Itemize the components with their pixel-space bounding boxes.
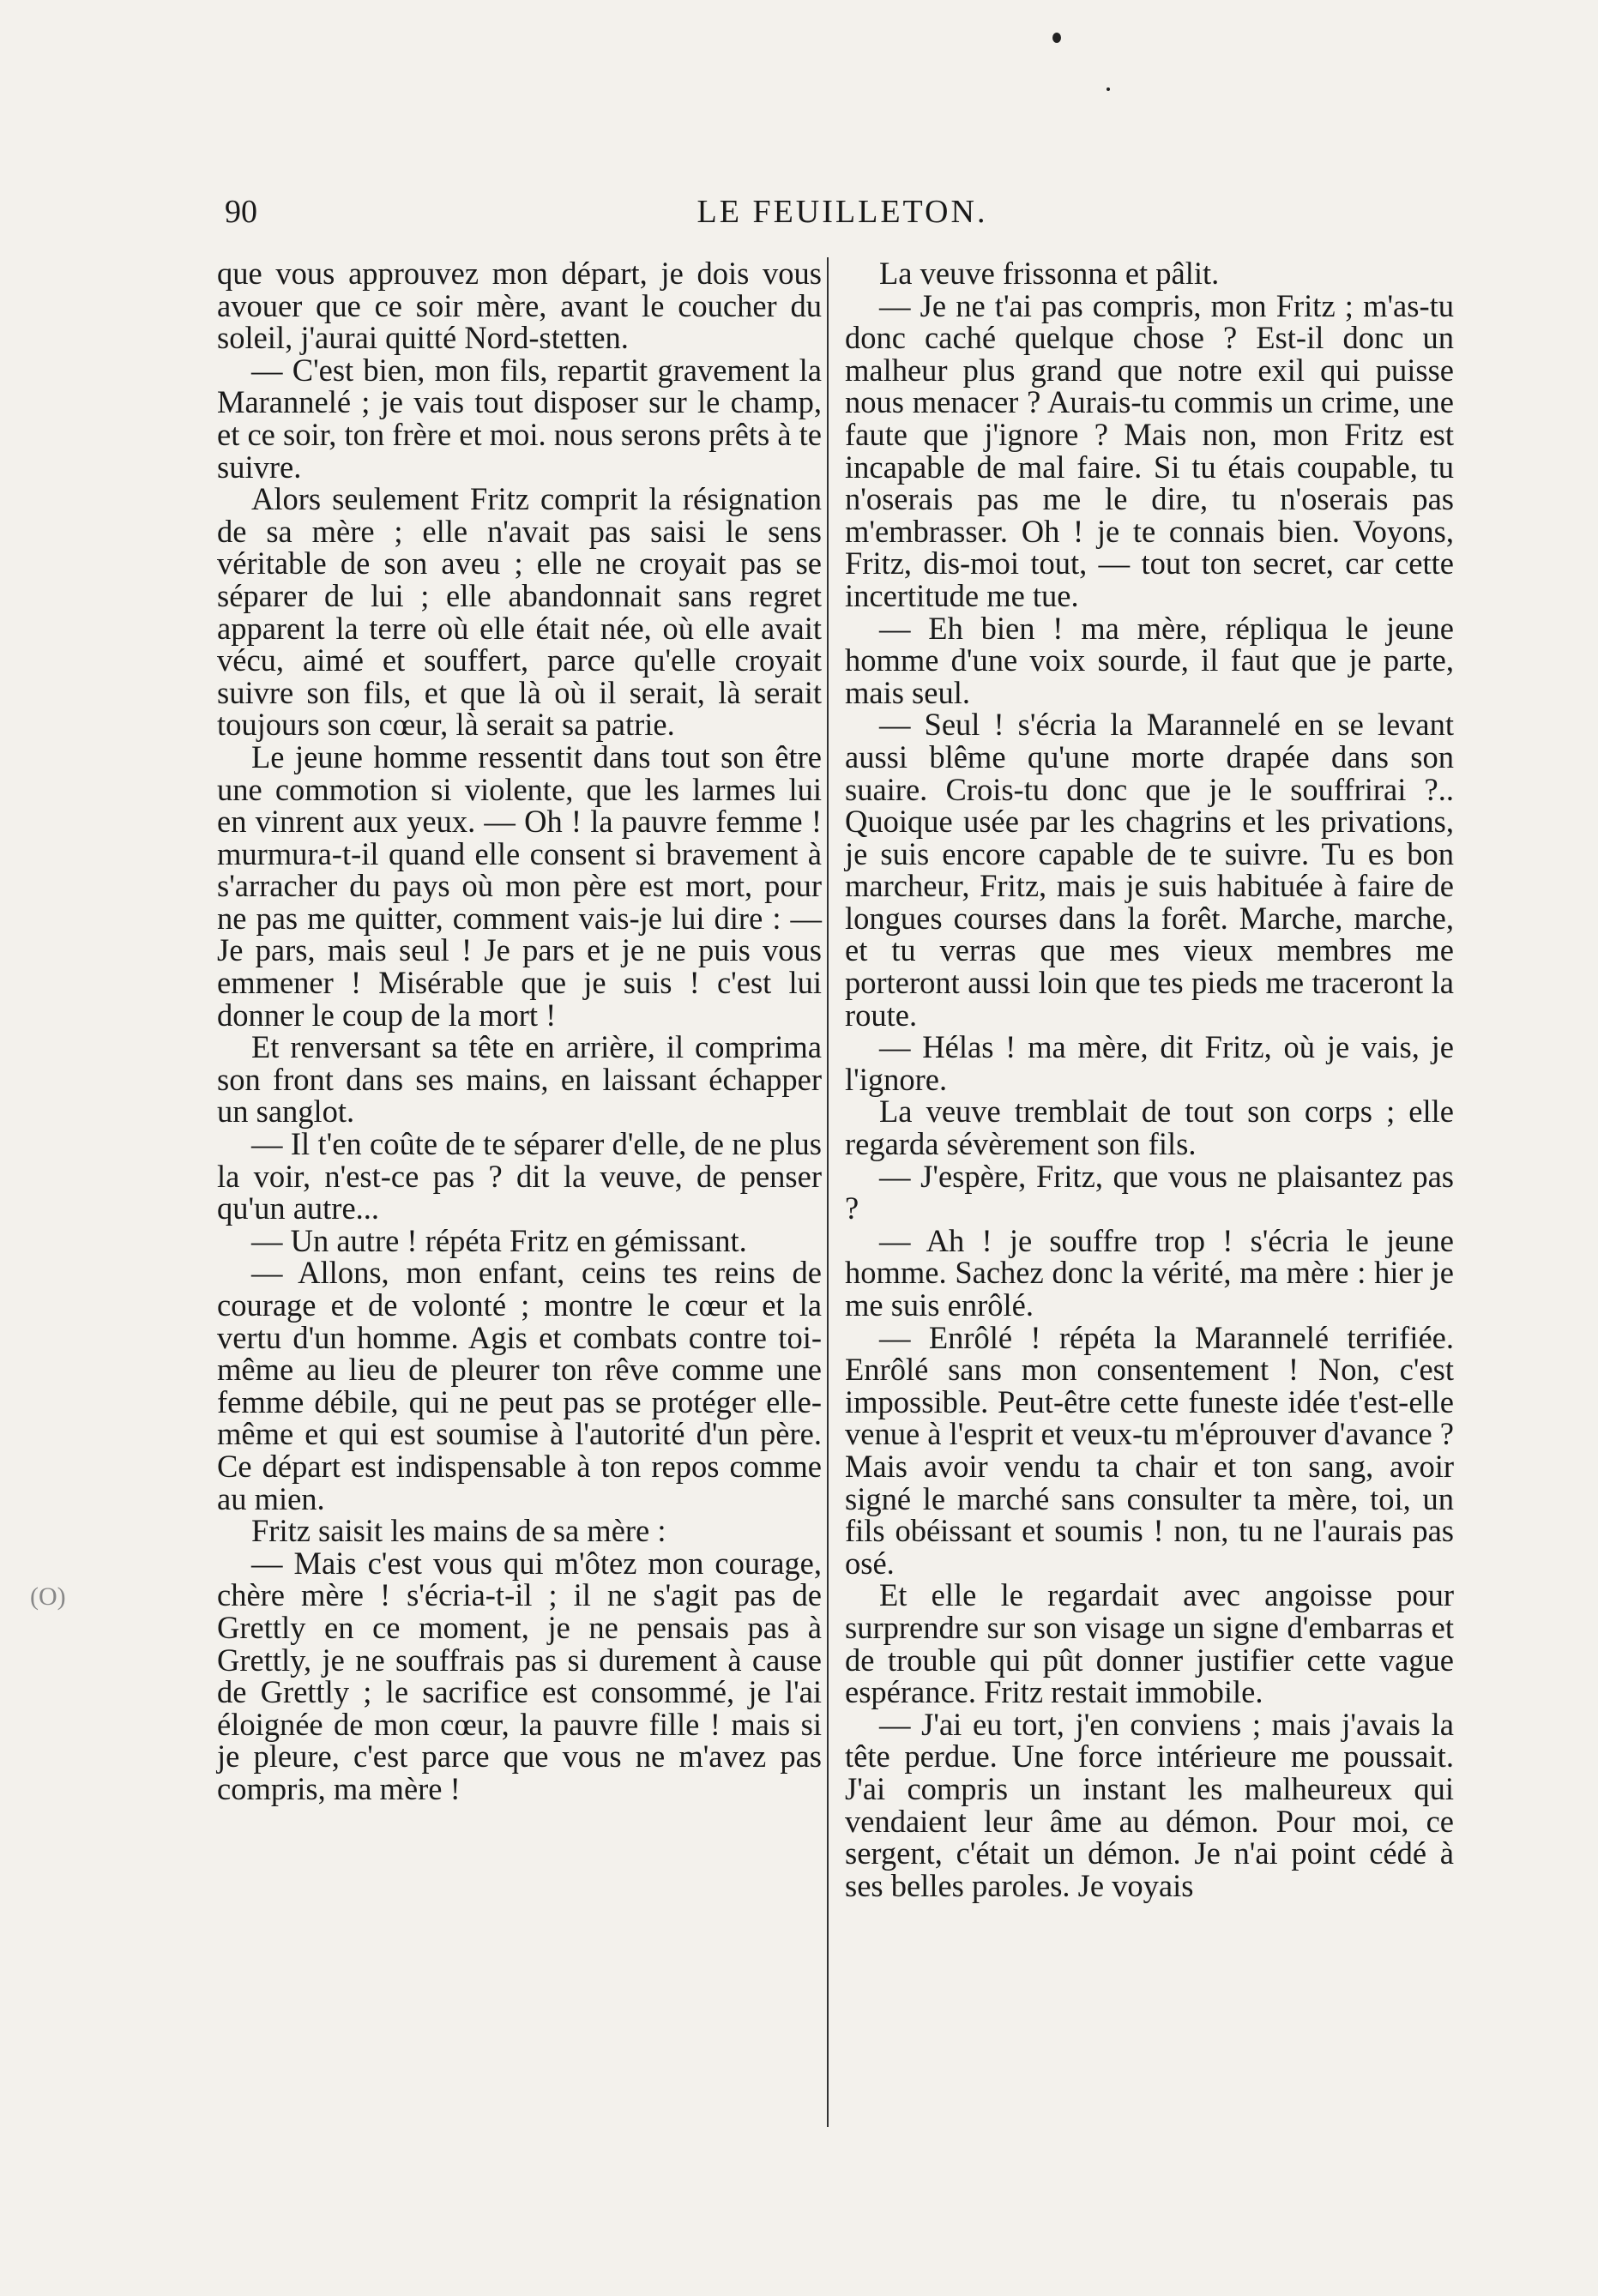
paragraph: — Mais c'est vous qui m'ôtez mon courage, chère mère ! s'écria-t-il ; il ne s'agit pas de Grettly en ce moment, je ne pensais pas à Grettly, je ne souffrais pas si durement à cause de Grettly ; le sacrifice est consommé, je l'ai éloignée de mon cœur, la pauvre fille ! mais si je pleure, c'est parce que vous ne m'avez pas compris, ma mère ! xyxy=(217,1545,822,1806)
paragraph: — Eh bien ! ma mère, répliqua le jeune homme d'une voix sourde, il faut que je parte, mais seul. xyxy=(845,610,1454,710)
paragraph: — Seul ! s'écria la Marannelé en se levant aussi blême qu'une morte drapée dans son suaire. Crois-tu donc que je le souffrirai ?.. Quoique usée par les chagrins et les privations, je suis encore capable de te suivre. Tu es bon marcheur, Fritz, mais je suis habituée à faire de longues courses dans la forêt. Marche, marche, et tu verras que mes vieux membres me porteront aussi loin que tes pieds me traceront la route. xyxy=(845,707,1454,1033)
right-column xyxy=(845,257,1454,1901)
paragraph: Le jeune homme ressentit dans tout son être une commotion si violente, que les larmes lui en vinrent aux yeux. — Oh ! la pauvre femme ! murmura-t-il quand elle consent si bravement à s'arracher du pays où mon père est mort, pour ne pas me quitter, comment vais-je lui dire : — Je pars, mais seul ! Je pars et je ne puis vous emmener ! Misérable que je suis ! c'est lui donner le coup de la mort ! xyxy=(217,738,822,1033)
ink-speck xyxy=(1107,87,1110,91)
paragraph: Fritz saisit les mains de sa mère : xyxy=(251,1513,666,1549)
paragraph: — J'espère, Fritz, que vous ne plaisantez pas ? xyxy=(845,1158,1454,1226)
ink-speck xyxy=(1052,33,1061,43)
paragraph: — Allons, mon enfant, ceins tes reins de courage et de volonté ; montre le cœur et la vertu d'un homme. Agis et combats contre toi-même au lieu de pleurer ton rêve comme une femme débile, qui ne peut pas se protéger elle-même et qui est soumise à l'autorité d'un père. Ce départ est indispensable à ton repos comme au mien. xyxy=(217,1255,822,1516)
margin-mark: (O) xyxy=(30,1582,66,1611)
page-header xyxy=(225,193,1460,244)
paragraph: — C'est bien, mon fils, repartit gravement la Marannelé ; je vais tout disposer sur le champ, et ce soir, ton frère et moi. nous serons prêts à te suivre. xyxy=(217,352,822,485)
page-number: 90 xyxy=(225,194,257,230)
paragraph: — Enrôlé ! répéta la Marannelé terrifiée. Enrôlé sans mon consentement ! Non, c'est impossible. Peut-être cette funeste idée t'est-elle venue à l'esprit et veux-tu m'éprouver d'avance ? Mais avoir vendu ta chair et ton sang, avoir signé le marché sans consulter ta mère, toi, un fils obéissant et soumis ! non, tu ne l'aurais pas osé. xyxy=(845,1319,1454,1581)
paragraph: — Hélas ! ma mère, dit Fritz, où je vais, je l'ignore. xyxy=(845,1029,1454,1097)
paragraph: que vous approuvez mon départ, je dois vous avouer que ce soir mère, avant le coucher du soleil, j'aurai quitté Nord-stetten. xyxy=(217,256,822,356)
left-column xyxy=(217,257,822,1805)
paragraph: — Je ne t'ai pas compris, mon Fritz ; m'as-tu donc caché quelque chose ? Est-il donc un malheur plus grand que notre exil qui puisse nous menacer ? Aurais-tu commis un crime, une faute que j'ignore ? Mais non, mon Fritz est incapable de mal faire. Si tu étais coupable, tu n'oserais pas me le dire, tu n'oserais pas m'embrasser. Oh ! je te connais bien. Voyons, Fritz, dis-moi tout, — tout ton secret, car cette incertitude me tue. xyxy=(845,287,1454,613)
paragraph: Et elle le regardait avec angoisse pour surprendre sur son visage un signe d'embarras et de trouble qui pût donner justifier cette vague espérance. Fritz restait immobile. xyxy=(845,1577,1454,1710)
paragraph: — Il t'en coûte de te séparer d'elle, de ne plus la voir, n'est-ce pas ? dit la veuve, de penser qu'un autre... xyxy=(217,1126,822,1226)
paragraph: — J'ai eu tort, j'en conviens ; mais j'avais la tête perdue. Une force intérieure me poussait. J'ai compris un instant les malheureux qui vendaient leur âme au démon. Pour moi, ce sergent, c'était un démon. Je n'ai point cédé à ses belles paroles. Je voyais xyxy=(845,1706,1454,1903)
paragraph: La veuve frissonna et pâlit. xyxy=(879,256,1220,291)
paragraph: Alors seulement Fritz comprit la résignation de sa mère ; elle n'avait pas saisi le sens véritable de son aveu ; elle ne croyait pas se séparer de lui ; elle abandonnait sans regret apparent la terre où elle était née, où elle avait vécu, aimé et souffert, parce qu'elle croyait suivre son fils, et que là où il serait, là serait toujours son cœur, là serait sa patrie. xyxy=(217,481,822,743)
running-title: LE FEUILLETON. xyxy=(696,194,988,230)
paragraph: — Ah ! je souffre trop ! s'écria le jeune homme. Sachez donc la vérité, ma mère : hier je me suis enrôlé. xyxy=(845,1222,1454,1323)
paragraph: La veuve tremblait de tout son corps ; elle regarda sévèrement son fils. xyxy=(845,1094,1454,1162)
column-divider xyxy=(827,257,829,2127)
paragraph: — Un autre ! répéta Fritz en gémissant. xyxy=(251,1222,747,1258)
paragraph: Et renversant sa tête en arrière, il comprima son front dans ses mains, en laissant échapper un sanglot. xyxy=(217,1029,822,1130)
